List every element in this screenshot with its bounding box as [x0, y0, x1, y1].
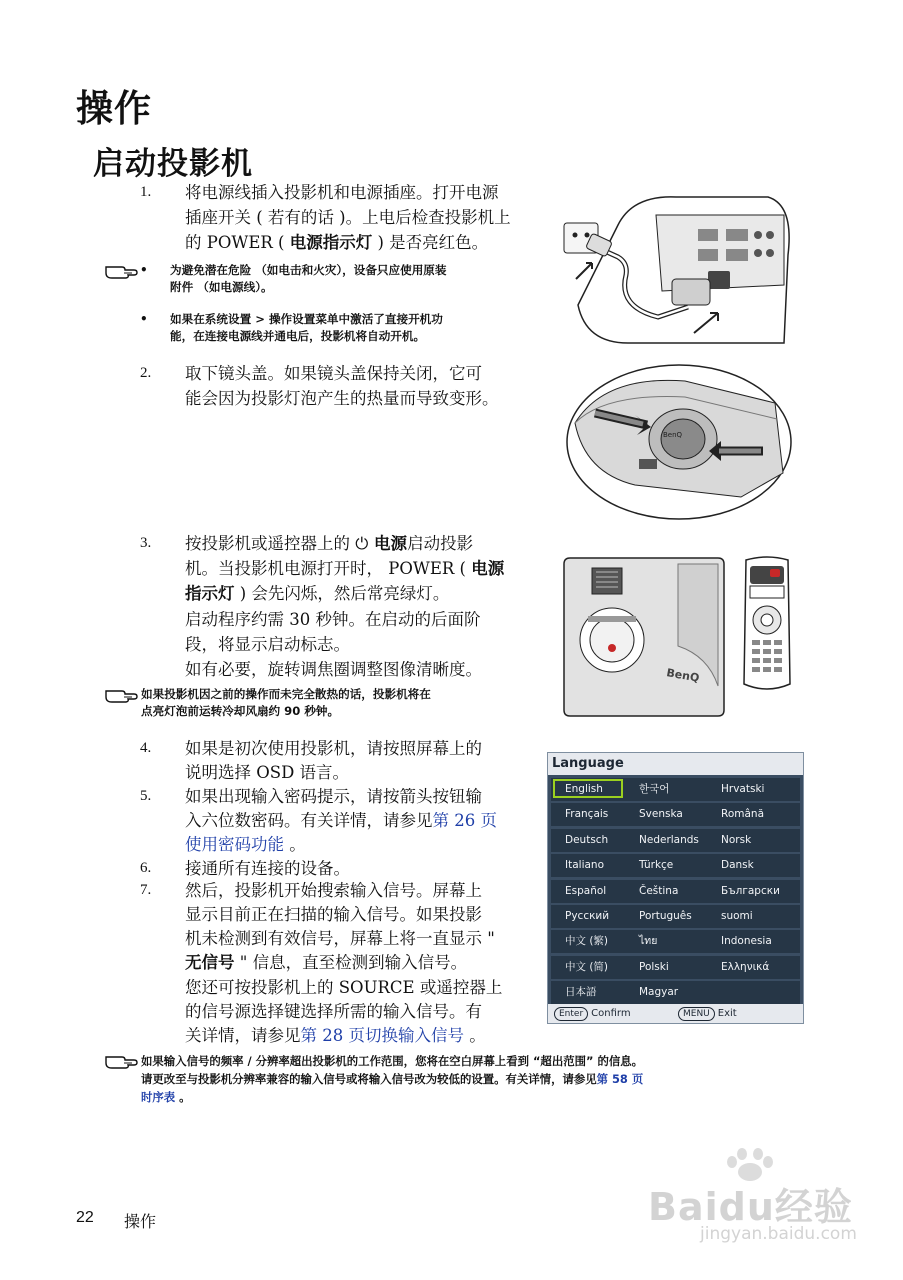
osd-language-row [551, 905, 800, 928]
osd-language-option[interactable]: Español [565, 884, 607, 897]
note-out-of-range: 如果输入信号的频率 / 分辨率超出投影机的工作范围，您将在空白屏幕上看到 “超出范围” 的信息。 请更改至与投影机分辨率兼容的输入信号或将输入信号改为较低的设置。有关详情，请参见第 58 页 时序表 。 [141, 1054, 644, 1104]
step-number: 1. [140, 184, 152, 200]
osd-language-option[interactable]: 한국어 [639, 783, 670, 795]
step-text: 使用密码功能 。 [185, 835, 306, 854]
osd-language-option[interactable]: Русский [565, 910, 610, 922]
osd-language-option[interactable]: Indonesia [721, 935, 772, 948]
step-text: 的信号源选择键选择所需的输入信号。有 [185, 1002, 482, 1021]
step-text: 如果出现输入密码提示，请按箭头按钮输 [185, 787, 482, 806]
power-cord-illustration [558, 195, 794, 345]
menu-exit-hint: MENU Exit [678, 1004, 737, 1023]
osd-language-option[interactable]: Dansk [721, 859, 754, 872]
step-number: 4. [140, 740, 152, 756]
osd-language-option[interactable]: Magyar [639, 986, 679, 999]
note-hand-icon [104, 262, 140, 280]
page-title: 操作 [76, 87, 152, 130]
osd-language-option[interactable]: English [565, 783, 603, 795]
bullet: • [140, 263, 148, 277]
note-safety: 为避免潜在危险 （如电击和火灾），设备只应使用原装 附件 （如电源线）。 [170, 263, 447, 294]
osd-language-option[interactable]: Polski [639, 960, 669, 973]
osd-language-option[interactable]: 日本語 [565, 986, 597, 999]
osd-language-option[interactable]: Hrvatski [721, 783, 765, 795]
menu-key-icon: MENU [678, 1007, 715, 1021]
brand-logo: BenQ [663, 431, 683, 439]
power-icon: ⏻ [355, 534, 369, 553]
step-text: 说明选择 OSD 语言。 [185, 763, 350, 782]
osd-language-option[interactable]: Български [721, 884, 780, 897]
osd-language-option[interactable]: Čeština [639, 884, 679, 897]
step-text: 无信号 " 信息，直至检测到输入信号。 [185, 953, 468, 972]
input-switch-link[interactable]: 第 28 页切换输入信号 [300, 1026, 464, 1045]
note-direct-power: 如果在系统设置 > 操作设置菜单中激活了直接开机功 能，在连接电源线并通电后，投影机将自动开机。 [170, 312, 443, 343]
osd-language-option[interactable]: Français [565, 808, 609, 821]
step-text: 插座开关 ( 若有的话 )。上电后检查投影机上 [185, 208, 511, 227]
osd-language-option[interactable]: Norsk [721, 833, 752, 846]
osd-language-option[interactable]: Română [721, 808, 764, 821]
step-text: 取下镜头盖。如果镜头盖保持关闭，它可 [185, 364, 482, 383]
step-number: 7. [140, 882, 152, 898]
step-number: 2. [140, 365, 152, 381]
osd-language-option[interactable]: Deutsch [565, 833, 609, 846]
osd-language-option[interactable]: Nederlands [639, 833, 699, 846]
footer-section: 操作 [124, 1214, 157, 1231]
note-hand-icon [104, 1052, 140, 1070]
osd-language-row [551, 956, 800, 979]
password-page-link[interactable]: 第 26 页 [432, 811, 497, 830]
osd-language-row [551, 930, 800, 953]
watermark-url: jingyan.baidu.com [700, 1224, 857, 1244]
bullet: • [140, 312, 148, 326]
osd-footer [548, 1004, 803, 1023]
osd-language-row [551, 981, 800, 1004]
osd-language-row [551, 880, 800, 903]
step-text: 将电源线插入投影机和电源插座。打开电源 [185, 183, 499, 202]
step-text: 启动程序约需 30 秒钟。在启动的后面阶 [185, 610, 481, 629]
step-text: 段，将显示启动标志。 [185, 635, 350, 654]
step-text: 指示灯 ) 会先闪烁，然后常亮绿灯。 [185, 584, 450, 603]
osd-language-option[interactable]: Svenska [639, 808, 683, 821]
osd-language-row [551, 854, 800, 877]
step-text: 入六位数密码。有关详情，请参见第 26 页 [185, 811, 497, 830]
step-text: 如果是初次使用投影机，请按照屏幕上的 [185, 739, 482, 758]
step-text: 然后，投影机开始搜索输入信号。屏幕上 [185, 881, 482, 900]
remote-control-illustration [740, 556, 794, 694]
osd-language-option[interactable]: Ελληνικά [721, 960, 770, 973]
note-hand-icon [104, 686, 140, 704]
enter-key-icon: Enter [554, 1007, 588, 1021]
step-text: 能会因为投影灯泡产生的热量而导致变形。 [185, 389, 499, 408]
osd-title: Language [548, 753, 803, 775]
step-text: 如有必要，旋转调焦圈调整图像清晰度。 [185, 660, 482, 679]
step-text: 按投影机或遥控器上的 ⏻ 电源启动投影 [185, 534, 474, 553]
osd-language-option[interactable]: suomi [721, 910, 753, 922]
step-text: 机未检测到有效信号，屏幕上将一直显示 " [185, 929, 495, 948]
timing-page-link[interactable]: 第 58 页 [596, 1072, 644, 1086]
osd-language-option[interactable]: Türkçe [639, 859, 674, 872]
osd-language-option[interactable]: ไทย [639, 935, 658, 948]
osd-language-option[interactable]: 中文 (简) [565, 960, 609, 973]
step-text: 显示目前正在扫描的输入信号。如果投影 [185, 905, 482, 924]
language-osd-menu [547, 752, 804, 1024]
osd-language-row [551, 829, 800, 852]
step-text: 的 POWER ( 电源指示灯 ) 是否亮红色。 [185, 233, 489, 252]
step-number: 3. [140, 535, 152, 551]
timing-table-link[interactable]: 时序表 [141, 1090, 176, 1104]
osd-language-option[interactable]: Português [639, 910, 692, 922]
osd-language-row [551, 778, 800, 801]
lens-cap-illustration [565, 363, 793, 521]
step-number: 6. [140, 860, 152, 876]
password-function-link[interactable]: 使用密码功能 [185, 835, 284, 854]
osd-language-row [551, 803, 800, 826]
step-text: 您还可按投影机上的 SOURCE 或遥控器上 [185, 978, 503, 997]
step-text: 接通所有连接的设备。 [185, 859, 350, 878]
step-text: 机。当投影机电源打开时， POWER ( 电源 [185, 559, 505, 578]
enter-confirm-hint: Enter Confirm [554, 1004, 631, 1023]
section-title: 启动投影机 [93, 146, 253, 182]
osd-language-option[interactable]: Italiano [565, 859, 604, 872]
page-number: 22 [76, 1209, 94, 1226]
step-text: 关详情，请参见第 28 页切换输入信号 。 [185, 1026, 486, 1045]
projector-top-illustration [558, 556, 730, 718]
watermark-logo: Baidu经验 [648, 1185, 853, 1229]
note-cooling: 如果投影机因之前的操作而未完全散热的话，投影机将在 点亮灯泡前运转冷却风扇约 90 秒钟。 [141, 687, 431, 718]
step-number: 5. [140, 788, 152, 804]
brand-logo: BenQ [665, 666, 701, 685]
osd-language-option[interactable]: 中文 (繁) [565, 935, 609, 948]
